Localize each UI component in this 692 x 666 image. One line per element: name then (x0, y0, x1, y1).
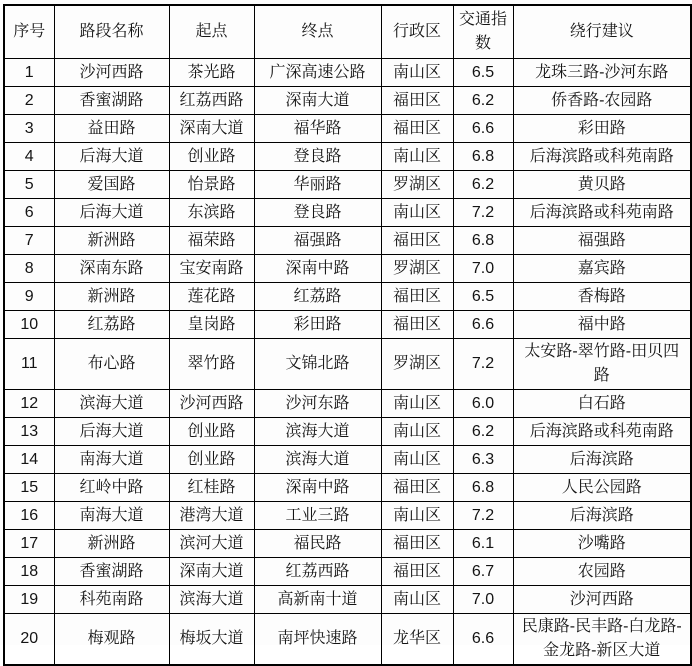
cell-end-point: 滨海大道 (254, 418, 381, 446)
header-row (4, 5, 691, 59)
cell-seq: 3 (4, 115, 54, 143)
cell-seq: 9 (4, 283, 54, 311)
traffic-detour-table (3, 4, 692, 666)
cell-seq: 6 (4, 199, 54, 227)
cell-start-point: 茶光路 (169, 59, 254, 87)
column-header-traffic-index: 交通指数 (453, 5, 513, 59)
table-row (4, 339, 691, 390)
cell-seq: 7 (4, 227, 54, 255)
cell-district: 福田区 (381, 115, 453, 143)
cell-end-point: 滨海大道 (254, 446, 381, 474)
cell-start-point: 宝安南路 (169, 255, 254, 283)
cell-end-point: 文锦北路 (254, 339, 381, 390)
cell-end-point: 彩田路 (254, 311, 381, 339)
cell-seq: 18 (4, 558, 54, 586)
table-row (4, 59, 691, 87)
cell-road-name: 后海大道 (54, 199, 169, 227)
cell-detour-suggestion: 民康路-民丰路-白龙路-金龙路-新区大道 (513, 614, 691, 666)
cell-seq: 13 (4, 418, 54, 446)
cell-road-name: 梅观路 (54, 614, 169, 666)
table-row (4, 227, 691, 255)
cell-end-point: 南坪快速路 (254, 614, 381, 666)
cell-traffic-index: 6.8 (453, 474, 513, 502)
cell-traffic-index: 6.6 (453, 614, 513, 666)
table-row (4, 143, 691, 171)
cell-district: 罗湖区 (381, 339, 453, 390)
cell-road-name: 布心路 (54, 339, 169, 390)
cell-detour-suggestion: 后海滨路或科苑南路 (513, 418, 691, 446)
cell-road-name: 科苑南路 (54, 586, 169, 614)
cell-start-point: 港湾大道 (169, 502, 254, 530)
table-row (4, 586, 691, 614)
cell-start-point: 创业路 (169, 143, 254, 171)
table-body (4, 59, 691, 666)
cell-detour-suggestion: 后海滨路 (513, 446, 691, 474)
cell-district: 罗湖区 (381, 171, 453, 199)
cell-road-name: 滨海大道 (54, 390, 169, 418)
cell-road-name: 爱国路 (54, 171, 169, 199)
column-header-start-point: 起点 (169, 5, 254, 59)
cell-detour-suggestion: 沙嘴路 (513, 530, 691, 558)
cell-seq: 15 (4, 474, 54, 502)
cell-start-point: 创业路 (169, 446, 254, 474)
cell-seq: 17 (4, 530, 54, 558)
cell-start-point: 梅坂大道 (169, 614, 254, 666)
cell-seq: 5 (4, 171, 54, 199)
cell-traffic-index: 7.0 (453, 255, 513, 283)
cell-end-point: 高新南十道 (254, 586, 381, 614)
cell-detour-suggestion: 后海滨路或科苑南路 (513, 143, 691, 171)
cell-start-point: 沙河西路 (169, 390, 254, 418)
cell-road-name: 新洲路 (54, 227, 169, 255)
cell-start-point: 红荔西路 (169, 87, 254, 115)
cell-seq: 14 (4, 446, 54, 474)
column-header-seq: 序号 (4, 5, 54, 59)
cell-end-point: 登良路 (254, 143, 381, 171)
cell-traffic-index: 6.1 (453, 530, 513, 558)
cell-road-name: 后海大道 (54, 418, 169, 446)
table-row (4, 255, 691, 283)
cell-detour-suggestion: 彩田路 (513, 115, 691, 143)
table-row (4, 418, 691, 446)
cell-seq: 11 (4, 339, 54, 390)
cell-district: 福田区 (381, 227, 453, 255)
cell-district: 福田区 (381, 530, 453, 558)
table-row (4, 171, 691, 199)
table-row (4, 199, 691, 227)
column-header-district: 行政区 (381, 5, 453, 59)
cell-end-point: 福民路 (254, 530, 381, 558)
cell-seq: 16 (4, 502, 54, 530)
cell-end-point: 广深高速公路 (254, 59, 381, 87)
table-row (4, 474, 691, 502)
cell-detour-suggestion: 福中路 (513, 311, 691, 339)
cell-road-name: 香蜜湖路 (54, 558, 169, 586)
cell-traffic-index: 6.5 (453, 283, 513, 311)
cell-district: 福田区 (381, 474, 453, 502)
cell-detour-suggestion: 太安路-翠竹路-田贝四路 (513, 339, 691, 390)
cell-detour-suggestion: 后海滨路或科苑南路 (513, 199, 691, 227)
cell-road-name: 南海大道 (54, 446, 169, 474)
cell-district: 南山区 (381, 586, 453, 614)
cell-seq: 8 (4, 255, 54, 283)
table-row (4, 446, 691, 474)
cell-traffic-index: 6.6 (453, 311, 513, 339)
cell-detour-suggestion: 黄贝路 (513, 171, 691, 199)
cell-seq: 2 (4, 87, 54, 115)
cell-start-point: 莲花路 (169, 283, 254, 311)
cell-road-name: 深南东路 (54, 255, 169, 283)
cell-detour-suggestion: 嘉宾路 (513, 255, 691, 283)
cell-start-point: 红桂路 (169, 474, 254, 502)
cell-start-point: 皇岗路 (169, 311, 254, 339)
cell-start-point: 深南大道 (169, 115, 254, 143)
table-row (4, 115, 691, 143)
table-row (4, 390, 691, 418)
cell-traffic-index: 7.2 (453, 339, 513, 390)
cell-start-point: 滨海大道 (169, 586, 254, 614)
cell-detour-suggestion: 人民公园路 (513, 474, 691, 502)
table-row (4, 502, 691, 530)
cell-traffic-index: 6.2 (453, 418, 513, 446)
cell-end-point: 工业三路 (254, 502, 381, 530)
cell-end-point: 深南大道 (254, 87, 381, 115)
cell-road-name: 新洲路 (54, 530, 169, 558)
cell-district: 福田区 (381, 311, 453, 339)
cell-seq: 19 (4, 586, 54, 614)
table-row (4, 558, 691, 586)
cell-detour-suggestion: 龙珠三路-沙河东路 (513, 59, 691, 87)
cell-traffic-index: 6.2 (453, 87, 513, 115)
cell-traffic-index: 6.3 (453, 446, 513, 474)
cell-detour-suggestion: 后海滨路 (513, 502, 691, 530)
cell-start-point: 创业路 (169, 418, 254, 446)
cell-start-point: 深南大道 (169, 558, 254, 586)
cell-traffic-index: 6.2 (453, 171, 513, 199)
table-row (4, 530, 691, 558)
cell-traffic-index: 6.8 (453, 227, 513, 255)
cell-district: 南山区 (381, 199, 453, 227)
cell-seq: 10 (4, 311, 54, 339)
cell-road-name: 红荔路 (54, 311, 169, 339)
cell-district: 南山区 (381, 446, 453, 474)
cell-start-point: 福荣路 (169, 227, 254, 255)
cell-seq: 4 (4, 143, 54, 171)
cell-traffic-index: 6.7 (453, 558, 513, 586)
table-row (4, 283, 691, 311)
cell-district: 罗湖区 (381, 255, 453, 283)
cell-district: 南山区 (381, 418, 453, 446)
cell-road-name: 沙河西路 (54, 59, 169, 87)
cell-district: 南山区 (381, 502, 453, 530)
cell-end-point: 红荔西路 (254, 558, 381, 586)
cell-traffic-index: 6.6 (453, 115, 513, 143)
cell-road-name: 后海大道 (54, 143, 169, 171)
cell-end-point: 深南中路 (254, 474, 381, 502)
cell-end-point: 沙河东路 (254, 390, 381, 418)
cell-detour-suggestion: 白石路 (513, 390, 691, 418)
cell-traffic-index: 7.0 (453, 586, 513, 614)
cell-start-point: 东滨路 (169, 199, 254, 227)
cell-road-name: 新洲路 (54, 283, 169, 311)
table-header (4, 5, 691, 59)
cell-traffic-index: 7.2 (453, 199, 513, 227)
column-header-road-name: 路段名称 (54, 5, 169, 59)
cell-traffic-index: 6.8 (453, 143, 513, 171)
cell-traffic-index: 6.5 (453, 59, 513, 87)
cell-start-point: 翠竹路 (169, 339, 254, 390)
cell-detour-suggestion: 沙河西路 (513, 586, 691, 614)
cell-end-point: 福强路 (254, 227, 381, 255)
cell-seq: 1 (4, 59, 54, 87)
cell-road-name: 红岭中路 (54, 474, 169, 502)
column-header-detour-suggestion: 绕行建议 (513, 5, 691, 59)
cell-seq: 12 (4, 390, 54, 418)
cell-end-point: 登良路 (254, 199, 381, 227)
table-row (4, 614, 691, 666)
cell-traffic-index: 6.0 (453, 390, 513, 418)
cell-district: 南山区 (381, 390, 453, 418)
table-row (4, 311, 691, 339)
cell-road-name: 益田路 (54, 115, 169, 143)
cell-end-point: 深南中路 (254, 255, 381, 283)
cell-start-point: 滨河大道 (169, 530, 254, 558)
cell-road-name: 香蜜湖路 (54, 87, 169, 115)
cell-district: 福田区 (381, 87, 453, 115)
cell-end-point: 华丽路 (254, 171, 381, 199)
cell-end-point: 福华路 (254, 115, 381, 143)
cell-district: 南山区 (381, 143, 453, 171)
cell-road-name: 南海大道 (54, 502, 169, 530)
cell-district: 南山区 (381, 59, 453, 87)
cell-district: 龙华区 (381, 614, 453, 666)
cell-start-point: 怡景路 (169, 171, 254, 199)
cell-district: 福田区 (381, 283, 453, 311)
column-header-end-point: 终点 (254, 5, 381, 59)
cell-end-point: 红荔路 (254, 283, 381, 311)
cell-detour-suggestion: 农园路 (513, 558, 691, 586)
cell-detour-suggestion: 福强路 (513, 227, 691, 255)
table-row (4, 87, 691, 115)
cell-seq: 20 (4, 614, 54, 666)
cell-district: 福田区 (381, 558, 453, 586)
cell-detour-suggestion: 侨香路-农园路 (513, 87, 691, 115)
cell-detour-suggestion: 香梅路 (513, 283, 691, 311)
cell-traffic-index: 7.2 (453, 502, 513, 530)
